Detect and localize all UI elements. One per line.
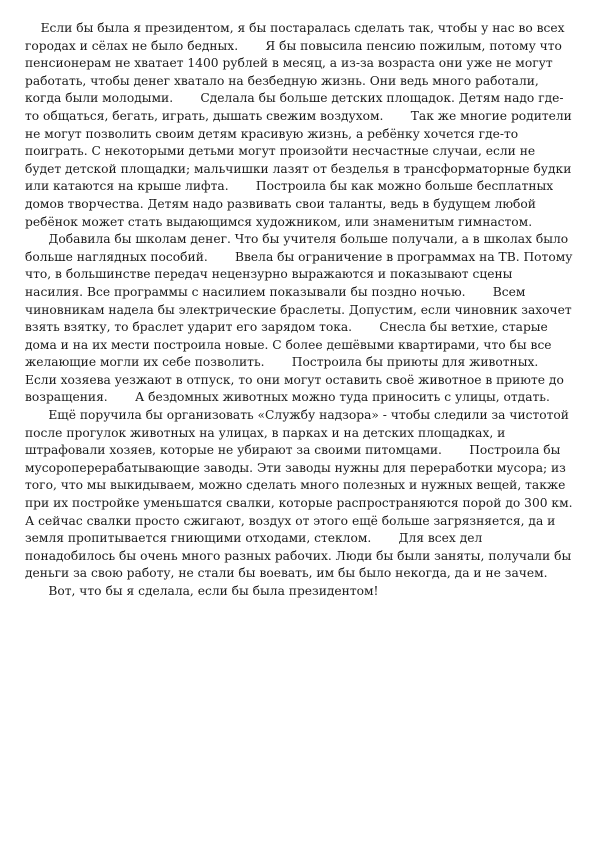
essay-sentence-schools: Добавила бы школам денег. Что бы учителя больше получали, а в школах было больше наглядных пособий. — [25, 232, 569, 264]
essay-sentence-intro: Если бы была я президентом, я бы постаралась сделать так, чтобы у нас во всех городах и сёлах не было бедных. — [25, 21, 565, 53]
essay-sentence-housing: Снесла бы ветхие, старые дома и на их мести построила новые. С более дешёвыми квартирами, что бы все желающие могли их себе позволить. — [25, 320, 552, 370]
essay-sentence-shelters: Построила бы приюты для животных. Если хозяева уезжают в отпуск, то они могут оставить своё животное в приюте до возращения. — [25, 355, 564, 405]
essay-sentence-recycling: Построила бы мусороперерабатывающие заводы. Эти заводы нужны для переработки мусора; из того, что мы выкидываем, можно сделать много полезных и нужных вещей, также при их постройке уменьшатся свалки, которые распространяются порой до 300 км. А сейчас свалки просто сжигают, воздух от этого ещё больше загрязняется, да и земля пропитывается гниющими отходами, стеклом. — [25, 443, 573, 546]
essay-sentence-playgrounds: Сделала бы больше детских площадок. Детям надо где-то общаться, бегать, играть, дышать свежим воздухом. — [25, 91, 564, 123]
essay-sentence-conclusion: Вот, что бы я сделала, если бы была президентом! — [25, 584, 379, 598]
essay-sentence-parents: Так же многие родители не могут позволить своим детям красивую жизнь, а ребёнку хочется где-то поиграть. С некоторыми детьми могут произойти несчастные случаи, если не будет детской площадки; мальчишки лазят от безделья в трансформаторные будки или катаются на крыше лифта. — [25, 108, 572, 194]
essay-sentence-officials: Всем чиновникам надела бы электрические браслеты. Допустим, если чиновник захочет взять взятку, то браслет ударит его зарядом тока. — [25, 284, 572, 335]
essay-paragraph — [25, 20, 573, 601]
essay-sentence-creativity-houses: Построила бы как можно больше бесплатных домов творчества. Детям надо развивать свои таланты, ведь в будущем любой ребёнок может стать выдающимся художником, или знаменитым гимнастом. — [25, 179, 554, 229]
essay-sentence-stray-animals: А бездомных животных можно туда приносить с улицы, отдать. — [111, 390, 550, 405]
essay-sentence-workers: Для всех дел понадобилось бы очень много разных рабочих. Люди бы были заняты, получали бы деньги за свою работу, не стали бы воевать, им бы было некогда, да и не зачем. — [25, 531, 572, 581]
essay-sentence-tv: Ввела бы ограничение в программах на ТВ. Потому что, в большинстве передач нецензурно выражаются и показывают сцены насилия. Все программы с насилием показывали бы поздно ночью. — [25, 249, 573, 299]
essay-sentence-supervision: Ещё поручила бы организовать «Службу надзора» - чтобы следили за чистотой после прогулок животных на улицах, в парках и на детских площадках, и штрафовали хозяев, которые не убирают за своими питомцами. — [25, 408, 569, 458]
essay-sentence-pensions: Я бы повысила пенсию пожилым, потому что пенсионерам не хватает 1400 рублей в месяц, а из-за возраста они уже не могут работать, чтобы денег хватало на безбедную жизнь. Они ведь много работали, когда были молодыми. — [25, 38, 562, 106]
